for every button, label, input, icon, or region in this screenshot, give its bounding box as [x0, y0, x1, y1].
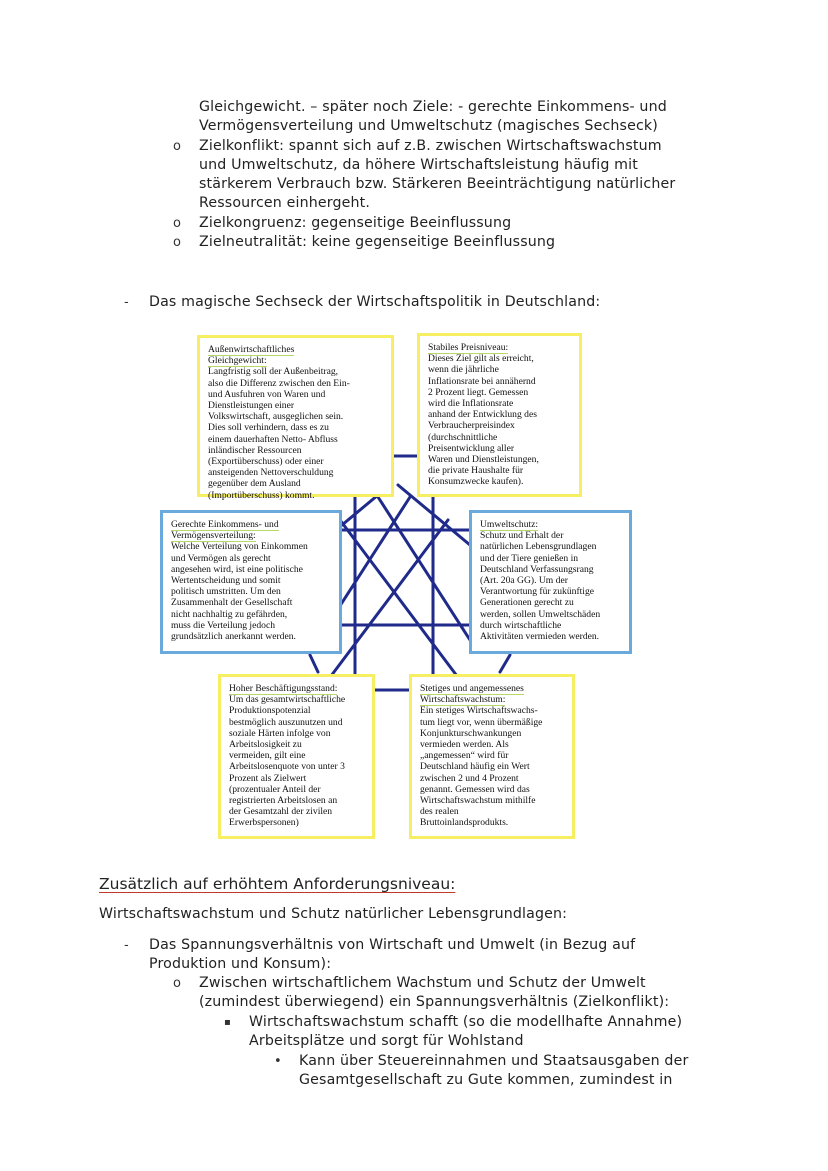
connector-line — [378, 497, 470, 640]
box-text: bestmöglich auszunutzen und — [229, 716, 343, 728]
connector-line — [500, 655, 510, 672]
box-text: angesehen wird, ist eine politische — [171, 563, 303, 575]
bullet-dash: - — [124, 295, 129, 310]
box-title: Umweltschutz: — [480, 519, 539, 530]
box-text: (Importüberschuss) kommt. — [208, 489, 315, 501]
box-wirtschaftswachstum — [409, 674, 575, 839]
box-text: Prozent als Zielwert — [229, 772, 307, 784]
box-text: anhand der Entwicklung des — [428, 409, 537, 421]
box-text: Bruttoinlandsprodukts. — [420, 817, 509, 829]
zielneutralitaet-line: Zielneutralität: keine gegenseitige Beeinflussung — [199, 234, 556, 250]
box-text: einem dauerhaften Netto- Abfluss — [208, 433, 338, 445]
box-text: (durchschnittliche — [428, 431, 498, 443]
bullet-circle: o — [173, 216, 181, 231]
box-text: und der Tiere genießen in — [480, 552, 579, 564]
bullet-dash: - — [124, 938, 129, 953]
box-text: Welche Verteilung von Einkommen — [171, 541, 308, 553]
box-text: durch wirtschaftliche — [480, 619, 562, 631]
tension-sub3-line: Kann über Steuereinnahmen und Staatsausgaben der — [299, 1053, 689, 1069]
box-text: grundsätzlich anerkannt werden. — [171, 631, 296, 643]
bullet-circle: o — [173, 139, 181, 154]
box-text: „angemessen“ wird für — [420, 750, 509, 762]
box-title: Stetiges und angemessenes — [420, 683, 524, 694]
box-umweltschutz — [469, 510, 632, 654]
zielkonflikt-line: Zielkonflikt: spannt sich auf z.B. zwischen Wirtschaftswachstum — [199, 138, 662, 154]
box-text: Wertentscheidung und somit — [171, 575, 281, 587]
box-text: Dienstleistungen einer — [208, 400, 295, 412]
box-preisniveau — [417, 333, 582, 497]
intro-line: Gleichgewicht. – später noch Ziele: - gerechte Einkommens- und — [199, 99, 667, 115]
box-text: 2 Prozent liegt. Gemessen — [428, 386, 529, 398]
tension-sub2-line: Arbeitsplätze und sorgt für Wohlstand — [249, 1033, 524, 1049]
box-text: Waren und Dienstleistungen, — [428, 454, 539, 466]
connector-line — [328, 520, 448, 680]
box-text: wird die Inflationsrate — [428, 398, 514, 410]
box-text: vermeiden, gilt eine — [229, 750, 306, 762]
box-text: und Ausfuhren von Waren und — [208, 388, 326, 400]
tension-sub2-line: Wirtschaftswachstum schafft (so die modellhafte Annahme) — [249, 1014, 683, 1030]
box-text: Erwerbspersonen) — [229, 817, 299, 829]
box-beschaeftigung — [218, 674, 375, 839]
tension-sub-line: (zumindest überwiegend) ein Spannungsverhältnis (Zielkonflikt): — [199, 994, 670, 1010]
section-heading: Zusätzlich auf erhöhtem Anforderungsniveau: — [99, 875, 456, 893]
box-text: (Exportüberschuss) oder einer — [208, 456, 324, 468]
box-title: Wirtschaftswachstum: — [420, 694, 506, 706]
box-text: die private Haushalte für — [428, 465, 524, 477]
box-text: Schutz und Erhalt der — [480, 530, 564, 542]
bullet-circle: o — [173, 235, 181, 250]
box-einkommensverteilung — [160, 510, 342, 654]
box-text: Konjunkturschwankungen — [420, 727, 522, 739]
box-text: Preisentwicklung aller — [428, 442, 515, 454]
box-text: vermieden werden. Als — [420, 739, 509, 751]
box-text: natürlichen Lebensgrundlagen — [480, 541, 597, 553]
box-text: soziale Härten infolge von — [229, 727, 331, 739]
box-text: Generationen gerecht zu — [480, 597, 574, 609]
box-text: Konsumzwecke kaufen). — [428, 476, 524, 488]
box-title: Außenwirtschaftliches — [208, 344, 295, 355]
tension-line: Das Spannungsverhältnis von Wirtschaft und Umwelt (in Bezug auf — [149, 937, 636, 953]
bullet-dot: • — [274, 1054, 282, 1069]
box-text: Zusammenhalt der Gesellschaft — [171, 597, 293, 609]
box-text: Verantwortung für zukünftige — [480, 586, 595, 598]
zielkonflikt-line: und Umweltschutz, da höhere Wirtschaftsleistung häufig mit — [199, 157, 638, 173]
box-text: Dieses Ziel gilt als erreicht, — [428, 353, 534, 365]
tension-sub-line: Zwischen wirtschaftlichem Wachstum und Schutz der Umwelt — [199, 975, 646, 991]
bullet-square: ▪ — [224, 1017, 231, 1028]
box-text: Inflationsrate bei annähernd — [428, 375, 536, 387]
box-text: Dies soll verhindern, dass es zu — [208, 422, 329, 434]
zielkonflikt-line: stärkerem Verbrauch bzw. Stärkeren Beeinträchtigung natürlicher — [199, 176, 676, 192]
box-text: Arbeitslosenquote von unter 3 — [229, 761, 345, 773]
box-title: Gerechte Einkommens- und — [171, 519, 279, 530]
box-text: und Vermögen als gerecht — [171, 552, 271, 564]
intro-line: Vermögensverteilung und Umweltschutz (magisches Sechseck) — [199, 118, 658, 134]
box-text: der Gesamtzahl der zivilen — [229, 806, 333, 818]
box-aussenwirtschaft — [197, 335, 394, 501]
zielkonflikt-line: Ressourcen einhergeht. — [199, 195, 371, 211]
box-title: Stabiles Preisniveau: — [428, 342, 509, 353]
box-text: inländischer Ressourcen — [208, 444, 302, 456]
box-title: Vermögensverteilung: — [171, 530, 256, 542]
tension-line: Produktion und Konsum): — [149, 956, 332, 972]
box-text: Wirtschaftswachstum mithilfe — [420, 795, 536, 807]
box-text: nicht nachhaltig zu gefährden, — [171, 608, 288, 620]
box-text: Volkswirtschaft, ausgeglichen sein. — [208, 411, 344, 423]
box-text: muss die Verteilung jedoch — [171, 619, 276, 631]
box-text: Produktionspotenzial — [229, 705, 311, 717]
box-title: Gleichgewicht: — [208, 355, 267, 367]
box-text: des realen — [420, 806, 459, 818]
box-text: Deutschland häufig ein Wert — [420, 761, 530, 773]
box-text: (prozentualer Anteil der — [229, 783, 321, 795]
box-text: (Art. 20a GG). Um der — [480, 575, 568, 587]
tension-sub3-line: Gesamtgesellschaft zu Gute kommen, zumindest in — [299, 1072, 673, 1088]
box-text: registrierten Arbeitslosen an — [229, 795, 338, 807]
box-text: Langfristig soll der Außenbeitrag, — [208, 366, 339, 378]
box-text: wenn die jährliche — [428, 364, 499, 376]
zielkongruenz-line: Zielkongruenz: gegenseitige Beeinflussung — [199, 215, 512, 231]
box-text: Verbraucherpreisindex — [428, 420, 515, 432]
hexagon-intro: Das magische Sechseck der Wirtschaftspolitik in Deutschland: — [149, 294, 601, 310]
box-text: Aktivitäten vermieden werden. — [480, 631, 600, 643]
box-text: gegenüber dem Ausland — [208, 478, 301, 490]
box-text: Um das gesamtwirtschaftliche — [229, 694, 346, 706]
bullet-circle: o — [173, 976, 181, 991]
section-intro: Wirtschaftswachstum und Schutz natürlicher Lebensgrundlagen: — [99, 906, 568, 922]
connector-line — [310, 655, 318, 672]
box-text: tum liegt vor, wenn übermäßige — [420, 716, 543, 728]
box-text: genannt. Gemessen wird das — [420, 783, 530, 795]
box-text: Ein stetiges Wirtschaftswachs- — [420, 705, 538, 717]
box-text: zwischen 2 und 4 Prozent — [420, 772, 519, 784]
box-text: werden, sollen Umweltschäden — [480, 608, 601, 620]
box-title: Hoher Beschäftigungsstand: — [229, 683, 338, 694]
box-text: Arbeitslosigkeit zu — [229, 739, 302, 751]
connector-line — [340, 520, 460, 680]
box-text: ansteigenden Nettoverschuldung — [208, 467, 334, 479]
box-text: politisch umstritten. Um den — [171, 586, 281, 598]
box-text: Deutschland Verfassungsrang — [480, 563, 594, 575]
box-text: also die Differenz zwischen den Ein- — [208, 377, 350, 389]
